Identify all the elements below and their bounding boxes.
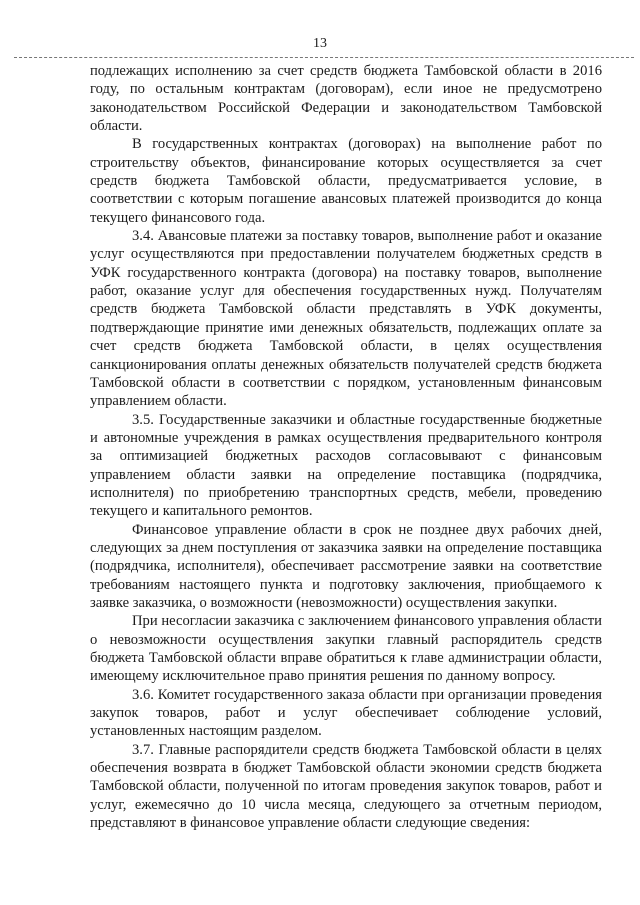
paragraph-continuation: подлежащих исполнению за счет средств бюджета Тамбовской области в 2016 году, по остальным контрактам (договорам), если иное не предусмотрено законодательством Российской Федерации и законодательством Тамбовской области. (90, 63, 602, 135)
header-separator (14, 57, 634, 58)
document-body (90, 62, 602, 832)
paragraph-3-7: 3.7. Главные распорядители средств бюджета Тамбовской области в целях обеспечения возврата в бюджет Тамбовской области экономии средств бюджета Тамбовской области, полученной по итогам проведения закупок товаров, работ и услуг, ежемесячно до 10 числа месяца, следующего за отчетным периодом, представляют в финансовое управление области следующие сведения: (90, 741, 602, 832)
paragraph-3-6: 3.6. Комитет государственного заказа области при организации проведения закупок товаров, работ и услуг обеспечивает соблюдение условий, установленных настоящим разделом. (90, 686, 602, 740)
paragraph-construction-contracts: В государственных контрактах (договорах) на выполнение работ по строительству объектов, финансирование которых осуществляется за счет средств бюджета Тамбовской области, предусматривается условие, в соответствии с которым погашение авансовых платежей производится до конца текущего финансового года. (90, 136, 602, 226)
page-number: 13 (313, 36, 327, 51)
paragraph-3-5: 3.5. Государственные заказчики и областные государственные бюджетные и автономные учреждения в рамках осуществления предварительного контроля за оптимизацией бюджетных расходов согласовывают с финансовым управлением области заявки на определение поставщика (подрядчика, исполнителя) по приобретению транспортных средств, мебели, проведению текущего и капитального ремонтов. (90, 411, 602, 520)
paragraph-3-4: 3.4. Авансовые платежи за поставку товаров, выполнение работ и оказание услуг осуществляются при предоставлении получателем бюджетных средств в УФК государственного контракта (договора) на поставку товаров, выполнение работ, оказание услуг для обеспечения государственных нужд. Получателям средств бюджета Тамбовской области представлять в УФК документы, подтверждающие принятие ими денежных обязательств, подлежащих оплате за счет средств бюджета Тамбовской области, в целях осуществления санкционирования оплаты денежных обязательств получателей средств бюджета Тамбовской области в соответствии с порядком, установленным финансовым управлением области. (90, 228, 602, 410)
paragraph-disagreement: При несогласии заказчика с заключением финансового управления области о невозможности осуществления закупки главный распорядитель средств бюджета Тамбовской области вправе обратиться к главе администрации области, имеющему исключительное право принятия решения по данному вопросу. (90, 613, 602, 685)
paragraph-finance-review: Финансовое управление области в срок не позднее двух рабочих дней, следующих за днем поступления от заказчика заявки на определение поставщика (подрядчика, исполнителя), обеспечивает рассмотрение заявки на соответствие требованиям настоящего пункта и подготовку заключения, приобщаемого к заявке заказчика, о возможности (невозможности) осуществления закупки. (90, 521, 602, 611)
